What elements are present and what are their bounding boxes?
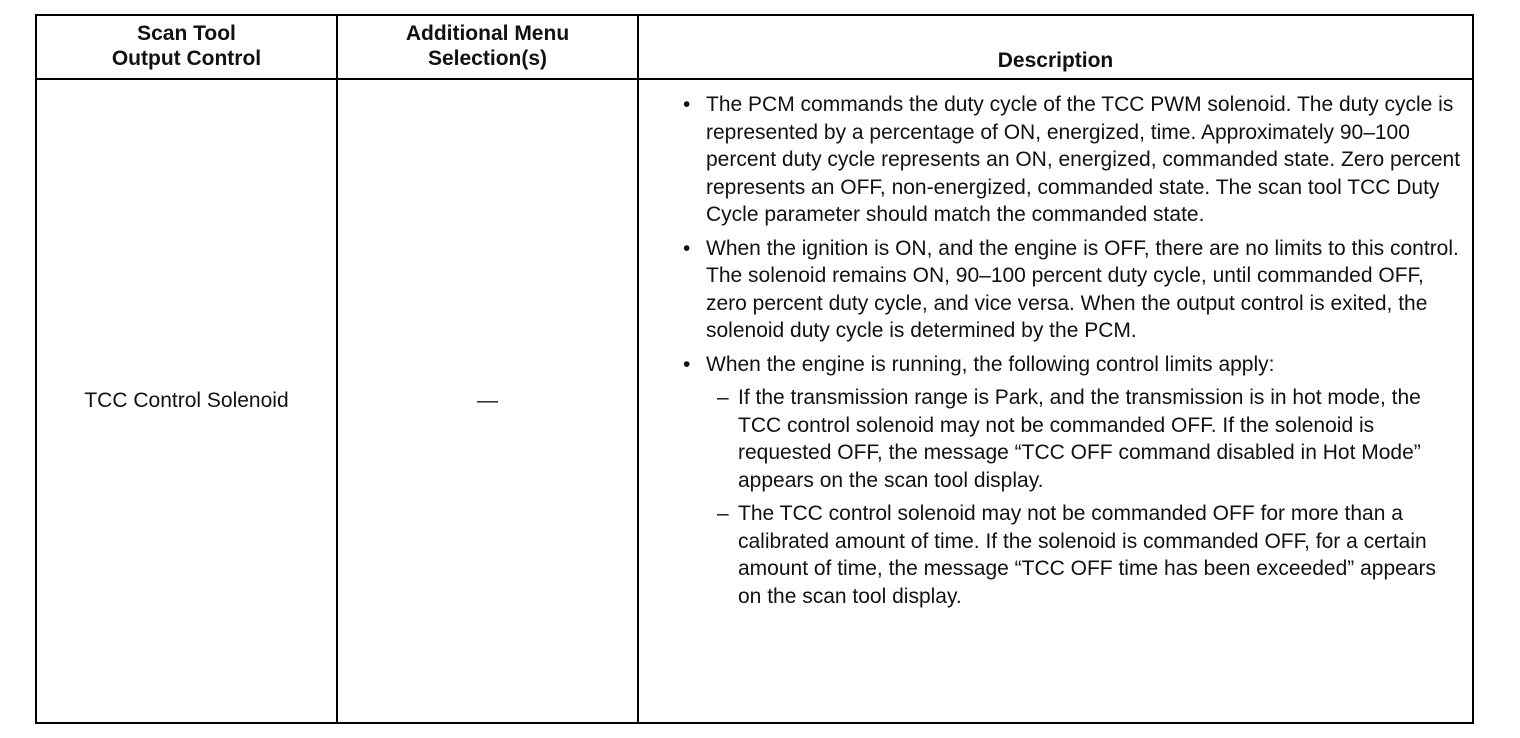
header-col1-line1: Scan Tool [137,22,236,45]
output-control-name: TCC Control Solenoid [84,389,289,412]
description-bullet [679,351,1462,379]
header-col3: Description [997,49,1114,72]
sub-bullet-marker: – [717,502,729,525]
bullet-text: When the ignition is ON, and the engine is OFF, there are no limits to this control. The solenoid remains ON, 90–100 percent duty cycle, until commanded OFF, zero percent duty cycle, and vice versa. When the output control is exited, the solenoid duty cycle is determined by the PCM. [706,236,1459,342]
description-bullet [679,91,1462,229]
header-col2-line1: Additional Menu [405,22,570,45]
description-sub-bullet [679,384,1462,494]
cell-description [639,80,1472,722]
menu-selection-value: — [477,389,498,412]
description-sub-bullet [679,500,1462,610]
bullet-text: When the engine is running, the following control limits apply: [706,352,1275,376]
sub-bullet-text: If the transmission range is Park, and the transmission is in hot mode, the TCC control solenoid may not be commanded OFF. If the solenoid is requested OFF, the message “TCC OFF command disabled in Hot Mode” appears on the scan tool display. [738,386,1421,492]
sub-bullet-marker: – [717,386,729,409]
bullet-marker: • [683,93,691,116]
header-col1-line2: Output Control [111,47,262,70]
output-control-table [35,14,1474,724]
header-scan-tool-output-control [37,16,338,80]
bullet-marker: • [683,352,691,376]
cell-menu-selection [338,80,639,722]
description-bullet [679,235,1462,345]
header-description [639,16,1472,80]
bullet-text: The PCM commands the duty cycle of the TCC PWM solenoid. The duty cycle is represented by a percentage of ON, energized, time. Approximately 90–100 percent duty cycle represents an ON, energized, commanded state. Zero percent represents an OFF, non-energized, commanded state. The scan tool TCC Duty Cycle parameter should match the commanded state. [706,93,1461,226]
bullet-marker: • [683,236,691,260]
header-col2-line2: Selection(s) [427,47,548,70]
sub-bullet-text: The TCC control solenoid may not be commanded OFF for more than a calibrated amount of time. If the solenoid is commanded OFF, for a certain amount of time, the message “TCC OFF time has been exceeded” appears on the scan tool display. [738,502,1436,608]
cell-output-control [37,80,338,722]
header-additional-menu-selections [338,16,639,80]
